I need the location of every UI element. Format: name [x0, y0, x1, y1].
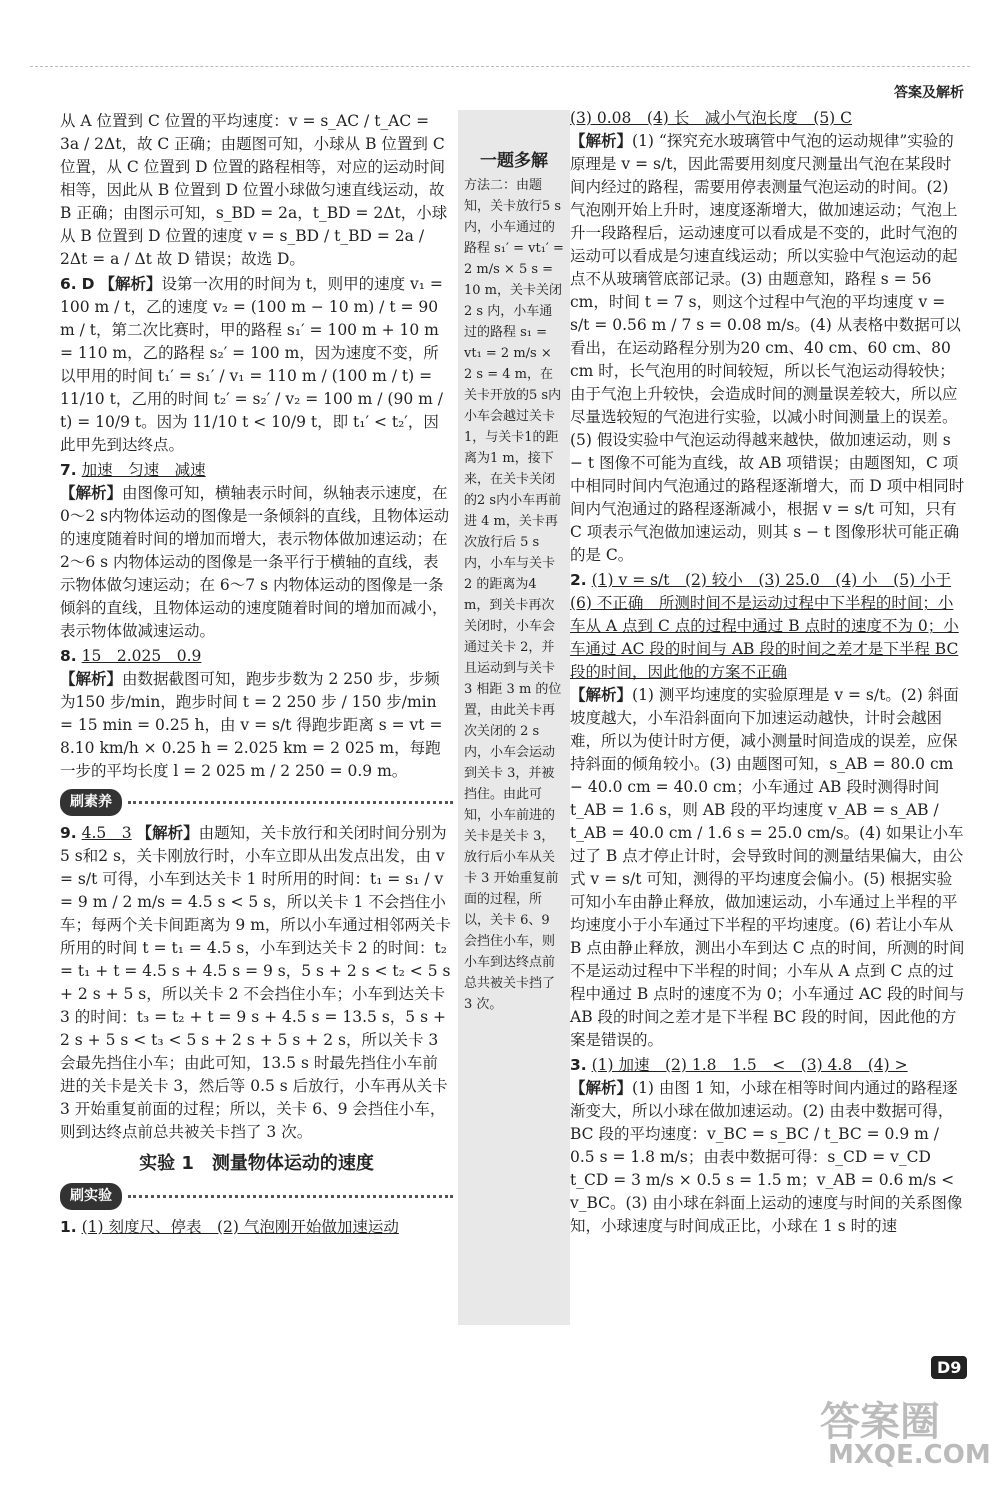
question-number: 8.: [60, 647, 77, 665]
analysis-tag: 【解析】: [570, 686, 633, 704]
section-label: 刷实验: [60, 1183, 122, 1210]
answer: (1) v = s/t (2) 较小 (3) 25.0 (4) 小 (5) 小于: [591, 571, 952, 589]
left-column: [60, 110, 453, 1241]
question-8: [60, 645, 453, 783]
top-rule: [30, 66, 970, 67]
answer: 4.5 3: [81, 824, 132, 842]
answer: (3) 0.08 (4) 长 减小气泡长度 (5) C: [570, 109, 853, 127]
side-note-title: 一题多解: [480, 151, 548, 171]
side-note: [458, 110, 570, 1325]
dotted-rule: [128, 1195, 453, 1198]
section-label: 刷素养: [60, 789, 122, 816]
analysis-text: (1) 由图 1 知，小球在相等时间内通过的路程逐渐变大，所以小球在做加速运动。(2) 由表中数据可得，BC 段的平均速度：v_BC = s_BC / t_BC = 0.9 m / 0.5 s = 1.8 m/s；由表中数据可得：s_CD = v_CD t_CD = 3 m/s × 0.5 s = 1.5 m；v_AB = 0.6 m/s < v_BC。(3) 由小球在斜面上运动的速度与时间的关系图像知，小球速度与时间成正比，小球在 1 s 时的速: [570, 1079, 963, 1235]
answer: (1) 加速 (2) 1.8 1.5 < (3) 4.8 (4) >: [591, 1056, 908, 1074]
watermark-logo: 答案圈: [820, 1399, 940, 1445]
section-banner-shiyan: [60, 1183, 453, 1210]
answer-6: (6) 不正确 所测时间不是运动过程中下半程的时间；小车从 A 点到 C 点的过程中通过 B 点时的速度不为 0；小车通过 AC 段的时间与 AB 段的时间之差才是下半程 BC 段的时间，因此他的方案不正确: [570, 594, 959, 681]
experiment-2: [570, 569, 965, 1052]
analysis-text: 由题知，关卡放行和关闭时间分别为5 s和2 s，关卡刚放行时，小车立即从出发点出发，由 v = s/t 可得，小车到达关卡 1 时所用的时间：t₁ = s₁ / v = 9 m / 2 m/s = 4.5 s < 5 s，所以关卡 1 不会挡住小车；每两个关卡间距离为 9 m，所以小车通过相邻两关卡所用的时间 t = t₁ = 4.5 s，小车到达关卡 2 的时间：t₂ = t₁ + t = 4.5 s + 4.5 s = 9 s，5 s + 2 s < t₂ < 5 s + 2 s + 5 s，所以关卡 2 不会挡住小车；小车到达关卡 3 的时间：t₃ = t₂ + t = 9 s + 4.5 s = 13.5 s，5 s + 2 s + 5 s < t₃ < 5 s + 2 s + 5 s + 2 s，所以关卡 3 会最先挡住小车；由此可知，13.5 s 时最先挡住小车前进的关卡是关卡 3，然后等 0.5 s 后放行，小车再从关卡 3 开始重复前面的过程；所以，关卡 6、9 会挡住小车，则到达终点前总共被关卡挡了 3 次。: [60, 824, 451, 1141]
side-note-text: 方法二：由题知，关卡放行5 s内，小车通过的路程 s₁′ = vt₁′ = 2 m/s × 5 s = 10 m，关卡关闭 2 s 内，小车通过的路程 s₁ = vt₁ = 2 m/s × 2 s = 4 m，在关卡开放的5 s内小车会越过关卡1，与关卡1的距离为1 m，接下来，在关卡关闭的2 s内小车再前进 4 m，关卡再次放行后 5 s 内，小车与关卡 2 的距离为4 m，到关卡再次关闭时，小车会通过关卡 2，并且运动到与关卡 3 相距 3 m 的位置，由此关卡再次关闭的 2 s 内，小车会运动到关卡 3，并被挡住。由此可知，小车前进的关卡是关卡 3，放行后小车从关卡 3 开始重复前面的过程，所以，关卡 6、9 会挡住小车，则小车到达终点前总共被关卡挡了 3 次。: [464, 178, 564, 1012]
analysis-text: (1) “探究充水玻璃管中气泡的运动规律”实验的原理是 v = s/t，因此需要用刻度尺测量出气泡在某段时间内经过的路程，需要用停表测量气泡运动的时间。(2) 气泡刚开始上升时，速度逐渐增大，做加速运动；气泡上升一段路程后，运动速度可以看成是不变的，此时气泡的运动可以看成是匀速直线运动；所以实验中气泡运动的起点不从玻璃管底部记录。(3) 由题意知，路程 s = 56 cm，时间 t = 7 s，则这个过程中气泡的平均速度 v = s/t = 0.56 m / 7 s = 0.08 m/s。(4) 从表格中数据可以看出，在运动路程分别为20 cm、40 cm、60 cm、80 cm 时，长气泡用的时间较短，所以长气泡运动得较快；由于气泡上升较快，会造成时间的测量误差较大，所以应尽量选较短的气泡进行实验，以减小时间测量上的误差。(5) 假设实验中气泡运动得越来越快，做加速运动，则 s − t 图像不可能为直线，故 AB 项错误；由题图知，C 项中相同时间内气泡通过的路程逐渐增大，而 D 项中相同时间内气泡通过的路程逐渐减小，根据 v = s/t 可知，只有 C 项表示气泡做加速运动，则其 s − t 图像形状可能正确的是 C。: [570, 132, 965, 564]
analysis-text: (1) 测平均速度的实验原理是 v = s/t。(2) 斜面坡度越大，小车沿斜面向下加速运动越快，计时会越困难，所以为使计时方便，减小测量时间造成的误差，应保持斜面的倾角较小。(3) 由题图可知，s_AB = 80.0 cm − 40.0 cm = 40.0 cm；小车通过 AB 段时测得时间 t_AB = 1.6 s，则 AB 段的平均速度 v_AB = s_AB / t_AB = 40.0 cm / 1.6 s = 25.0 cm/s。(4) 如果让小车过了 B 点才停止计时，会导致时间的测量结果偏大，由公式 v = s/t 可知，测得的平均速度会偏小。(5) 根据实验可知小车由静止释放，做加速运动，小车通过上半程的平均速度小于小车通过下半程的平均速度。(6) 若让小车从 B 点由静止释放，测出小车到达 C 点的时间，所测的时间不是运动过程中下半程的时间；小车从 A 点到 C 点的过程中通过 B 点时的速度不为 0；小车通过 AC 段的时间与 AB 段的时间之差才是下半程 BC 段的时间，因此他的方案是错误的。: [570, 686, 965, 1049]
analysis-text: 由数据截图可知，跑步步数为 2 250 步，步频为150 步/min，跑步时间 t = 2 250 步 / 150 步/min = 15 min = 0.25 h，由 v = s/t 得跑步距离 s = vt = 8.10 km/h × 0.25 h = 2.025 km = 2 025 m，每跑一步的平均长度 l = 2 025 m / 2 250 = 0.9 m。: [60, 670, 443, 780]
experiment-1: [60, 1216, 453, 1239]
question-number: 9.: [60, 824, 77, 842]
answer: 15 2.025 0.9: [81, 647, 202, 665]
answer: D: [81, 275, 95, 293]
section-banner-suyang: [60, 789, 453, 816]
paragraph: 从 A 位置到 C 位置的平均速度：v = s_AC / t_AC = 3a / 2Δt，故 C 正确；由题图可知，小球从 B 位置到 C 位置，从 C 位置到 D 位置的路程相等，对应的运动时间相等，因此从 B 位置到 D 位置小球做匀速直线运动，故 B 正确；由图示可知，s_BD = 2a，t_BD = 2Δt，小球从 B 位置到 D 位置的速度 v = s_BD / t_BD = 2a / 2Δt = a / Δt 故 D 错误；故选 D。: [60, 112, 448, 268]
page-number: D9: [931, 1356, 967, 1379]
analysis-tag: 【解析】: [60, 484, 123, 502]
experiment-1-continued: [570, 107, 965, 567]
question-number: 6.: [60, 275, 77, 293]
answer: 加速 匀速 减速: [81, 461, 206, 479]
section-header: 答案及解析: [894, 85, 964, 101]
analysis-tag: 【解析】: [570, 1079, 633, 1097]
question-9: [60, 822, 453, 1144]
question-number: 3.: [570, 1056, 587, 1074]
analysis-tag: 【解析】: [570, 132, 633, 150]
analysis-tag: 【解析】: [136, 824, 199, 842]
experiment-3: [570, 1054, 965, 1238]
dotted-rule: [128, 801, 453, 804]
question-number: 7.: [60, 461, 77, 479]
experiment-title: 实验 1 测量物体运动的速度: [139, 1153, 374, 1174]
watermark-url: MXQE.COM: [828, 1440, 991, 1470]
analysis-tag: 【解析】: [60, 670, 123, 688]
question-6: [60, 273, 453, 457]
analysis-text: 由图像可知，横轴表示时间，纵轴表示速度，在0～2 s内物体运动的图像是一条倾斜的直线，且物体运动的速度随着时间的增加而增大，表示物体做加速运动；在 2～6 s 内物体运动的图像是一条平行于横轴的直线，表示物体做匀速运动；在 6～7 s 内物体运动的图像是一条倾斜的直线，且物体运动的速度随着时间的增加而减小，表示物体做减速运动。: [60, 484, 450, 640]
question-number: 2.: [570, 571, 587, 589]
analysis-text: 设第一次用的时间为 t，则甲的速度 v₁ = 100 m / t，乙的速度 v₂ = (100 m − 10 m) / t = 90 m / t，第二次比赛时，甲的路程 s₁′ = 100 m + 10 m = 110 m，乙的路程 s₂′ = 100 m，因为速度不变，所以甲用的时间 t₁′ = s₁′ / v₁ = 110 m / (100 m / t) = 11/10 t，乙用的时间 t₂′ = s₂′ / v₂ = 100 m / (90 m / t) = 10/9 t。因为 11/10 t < 10/9 t，即 t₁′ < t₂′，因此甲先到达终点。: [60, 275, 443, 454]
question-number: 1.: [60, 1218, 77, 1236]
question-7: [60, 459, 453, 643]
answer: (1) 刻度尺、停表 (2) 气泡刚开始做加速运动: [81, 1218, 399, 1236]
analysis-tag: 【解析】: [99, 275, 162, 293]
right-column: [570, 107, 965, 1240]
